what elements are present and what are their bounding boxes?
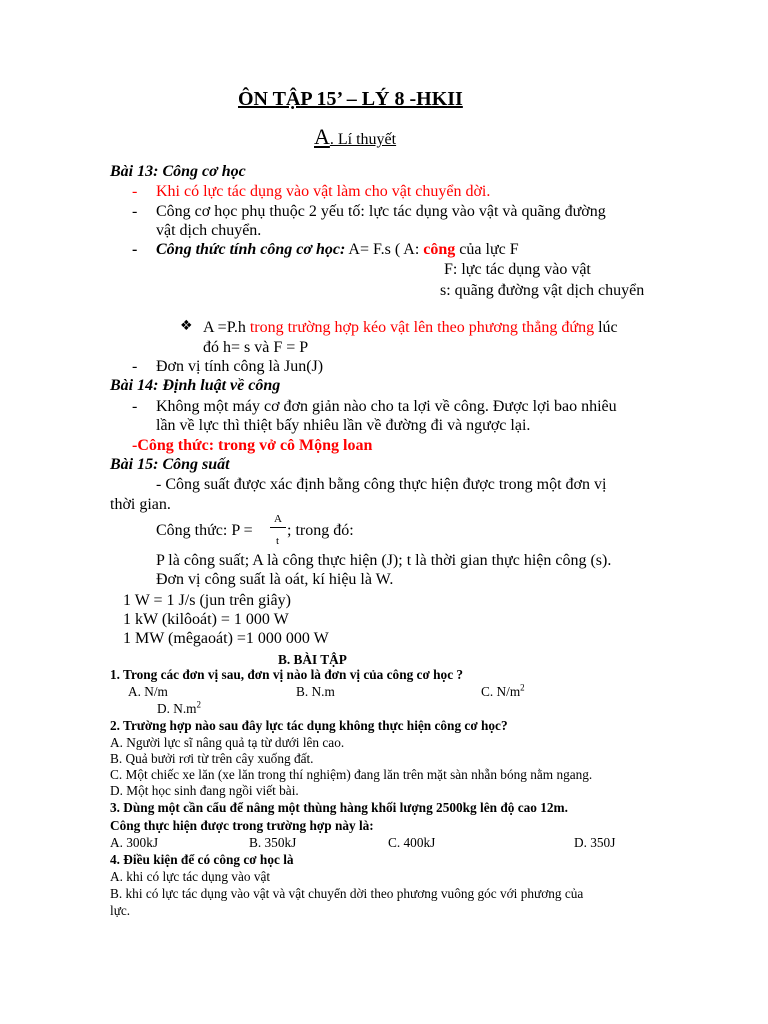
bai15-heading: Bài 15: Công suất xyxy=(110,456,230,473)
bai15-formula-suffix: ; trong đó: xyxy=(287,522,354,539)
section-b-heading: B. BÀI TẬP xyxy=(278,652,347,667)
q1-option-a: A. N/m xyxy=(128,684,168,699)
bai13-formula xyxy=(156,240,519,259)
q4-text: 4. Điều kiện để có công cơ học là xyxy=(110,852,294,867)
q1-text: 1. Trong các đơn vị sau, đơn vị nào là đơn vị của công cơ học ? xyxy=(110,667,464,682)
bai13-heading: Bài 13: Công cơ học xyxy=(110,163,246,180)
bai14-line2: lần về lực thì thiệt bấy nhiêu lần về đường đi và ngược lại. xyxy=(156,417,531,434)
dash-marker: - xyxy=(132,358,138,375)
q2-text: 2. Trường hợp nào sau đây lực tác dụng không thực hiện công cơ học? xyxy=(110,718,508,733)
formula-end: của lực F xyxy=(455,241,519,258)
page-title: ÔN TẬP 15’ – LÝ 8 -HKII xyxy=(238,88,463,110)
fraction-numerator: A xyxy=(274,513,282,525)
bai13-item2-line2: vật dịch chuyển. xyxy=(156,222,262,239)
q2-option-a: A. Người lực sĩ nâng quả tạ từ dưới lên cao. xyxy=(110,735,345,750)
bai15-conv2: 1 kW (kilôoát) = 1 000 W xyxy=(123,611,289,628)
fraction-denominator: t xyxy=(276,535,280,547)
q1-option-c xyxy=(481,684,525,700)
bai13-s-line: s: quãng đường vật dịch chuyển xyxy=(440,282,645,299)
bai15-line1: - Công suất được xác định bằng công thực hiện được trong một đơn vị xyxy=(156,476,607,493)
q3-text-line1: 3. Dùng một cần cẩu để nâng một thùng hàng khối lượng 2500kg lên độ cao 12m. xyxy=(110,800,568,815)
bai15-unit: Đơn vị công suất là oát, kí hiệu là W. xyxy=(156,571,394,588)
bai13-item1: Khi có lực tác dụng vào vật làm cho vật chuyển dời. xyxy=(156,183,491,200)
q4-option-a: A. khi có lực tác dụng vào vật xyxy=(110,869,271,884)
bai14-formula: -Công thức: trong vở cô Mộng loan xyxy=(132,437,373,454)
q2-option-c: C. Một chiếc xe lăn (xe lăn trong thí nghiệm) đang lăn trên mặt sàn nhẵn bóng nằm ngang. xyxy=(110,767,593,782)
bai15-conv1: 1 W = 1 J/s (jun trên giây) xyxy=(123,592,291,609)
q1-option-d-sup: 2 xyxy=(196,699,202,710)
bai13-note xyxy=(203,318,618,337)
q3-option-d: D. 350J xyxy=(574,835,616,850)
q1-option-c-text: C. N/m xyxy=(481,684,521,699)
q3-option-c: C. 400kJ xyxy=(388,835,436,850)
section-a-label: . Lí thuyết xyxy=(329,131,397,148)
bai15-formula-prefix: Công thức: P = xyxy=(156,522,253,539)
q3-option-a: A. 300kJ xyxy=(110,835,159,850)
dash-marker: - xyxy=(132,203,138,220)
q3-text-line2: Công thực hiện được trong trường hợp này là: xyxy=(110,818,374,833)
section-a-heading xyxy=(314,124,396,150)
dash-marker: - xyxy=(132,241,138,258)
formula-label: Công thức tính công cơ học: xyxy=(156,241,346,258)
bai14-heading: Bài 14: Định luật về công xyxy=(110,377,281,394)
q1-option-c-sup: 2 xyxy=(520,682,525,693)
note-end: lúc xyxy=(594,319,618,336)
note-a: A =P.h xyxy=(203,319,250,336)
formula-cong: công xyxy=(423,241,456,258)
bai13-f-line: F: lực tác dụng vào vật xyxy=(444,261,591,278)
bai15-line2: thời gian. xyxy=(110,496,171,513)
dash-marker: - xyxy=(132,183,138,200)
section-a-letter: A xyxy=(314,124,330,149)
dash-marker: - xyxy=(132,398,138,415)
diamond-bullet-icon: ❖ xyxy=(180,318,193,334)
bai13-note-line2: đó h= s và F = P xyxy=(203,339,309,356)
bai13-item2-line1: Công cơ học phụ thuộc 2 yếu tố: lực tác dụng vào vật và quãng đường xyxy=(156,203,606,220)
fraction-bar xyxy=(270,527,286,528)
bai15-conv3: 1 MW (mêgaoát) =1 000 000 W xyxy=(123,630,329,647)
q1-option-d xyxy=(157,701,201,717)
note-red: trong trường hợp kéo vật lên theo phương thẳng đứng xyxy=(249,319,595,336)
q1-option-b: B. N.m xyxy=(296,684,335,699)
bai14-line1: Không một máy cơ đơn giản nào cho ta lợi về công. Được lợi bao nhiêu xyxy=(156,398,617,415)
q4-option-b-line2: lực. xyxy=(110,903,131,918)
q2-option-b: B. Quả bưởi rơi từ trên cây xuống đất. xyxy=(110,751,314,766)
bai13-unit: Đơn vị tính công là Jun(J) xyxy=(156,358,324,375)
bai15-desc: P là công suất; A là công thực hiện (J); t là thời gian thực hiện công (s). xyxy=(156,552,612,569)
formula-a: A= F.s ( A: xyxy=(345,241,424,258)
q1-option-d-text: D. N.m xyxy=(157,701,197,716)
q3-option-b: B. 350kJ xyxy=(249,835,297,850)
q2-option-d: D. Một học sinh đang ngồi viết bài. xyxy=(110,783,299,798)
q4-option-b-line1: B. khi có lực tác dụng vào vật và vật chuyển dời theo phương vuông góc với phương của xyxy=(110,886,584,901)
